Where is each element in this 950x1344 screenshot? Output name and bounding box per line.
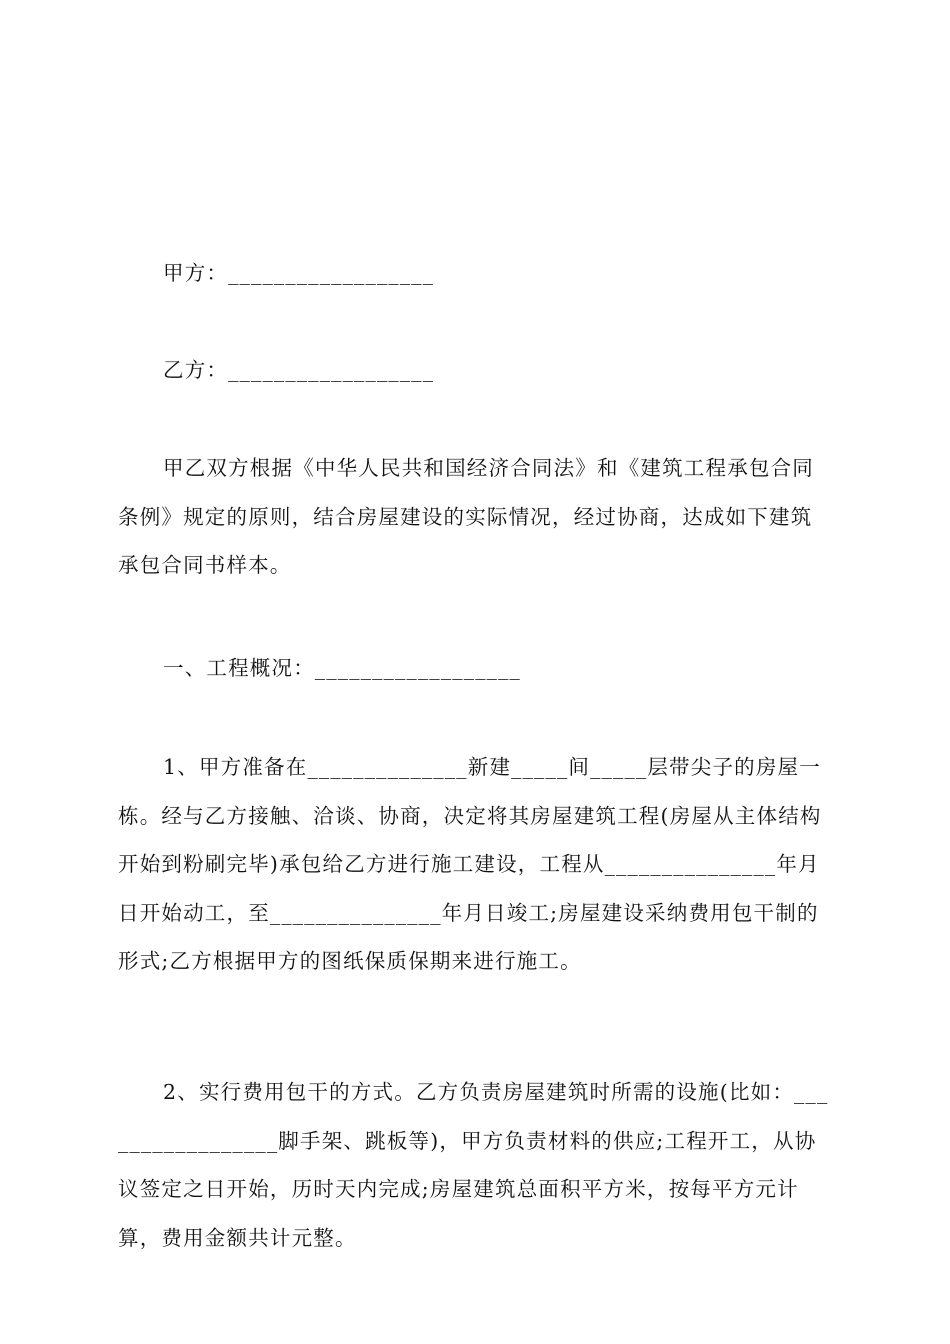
section-1-title: 一、工程概况：__________________ bbox=[163, 656, 521, 680]
party-a-line: 甲方：__________________ bbox=[163, 261, 435, 285]
party-b-line: 乙方：__________________ bbox=[163, 358, 435, 382]
item-1-paragraph: 1、甲方准备在______________新建_____间_____层带尖子的房屋一栋。经与乙方接触、洽谈、协商，决定将其房屋建筑工程(房屋从主体结构开始到粉刷完毕)承包给乙方进行施工建设，工程从_______________年月日开始动工，至_______________年月日竣工;房屋建设采纳费用包干制的形式;乙方根据甲方的图纸保质保期来进行施工。 bbox=[118, 755, 822, 973]
intro-paragraph: 甲乙双方根据《中华人民共和国经济合同法》和《建筑工程承包合同条例》规定的原则，结合房屋建设的实际情况，经过协商，达成如下建筑承包合同书样本。 bbox=[118, 456, 814, 577]
item-2-paragraph: 2、实行费用包干的方式。乙方负责房屋建筑时所需的设施(比如：_________________脚手架、跳板等)，甲方负责材料的供应;工程开工，从协议签定之日开始，历时天内完成;房屋建筑总面积平方米，按每平方元计算，费用金额共计元整。 bbox=[118, 1080, 829, 1250]
